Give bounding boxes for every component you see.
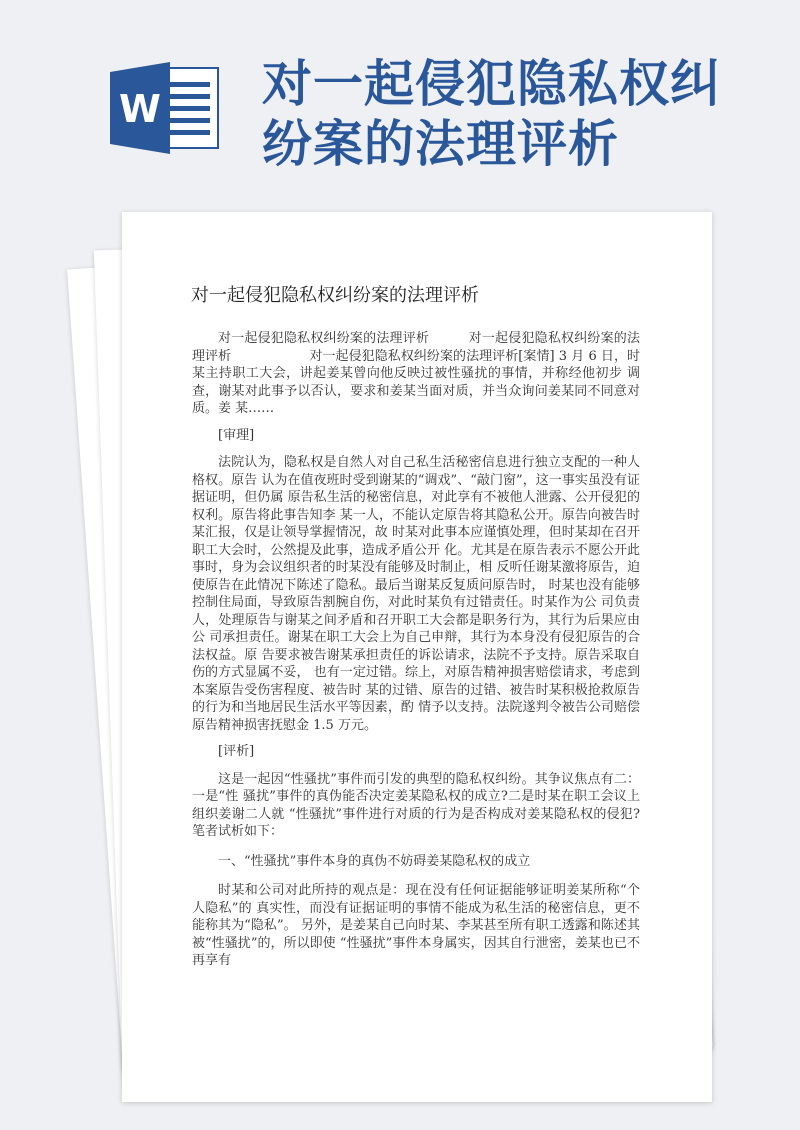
analysis-subheading-1: 一、“性骚扰”事件本身的真伪不妨碍姜某隐私权的成立 — [218, 853, 531, 869]
trial-paragraph: 法院认为，隐私权是自然人对自己私生活秘密信息进行独立支配的一种人格权。原告 认为在值夜班时受到谢某的“调戏”、“敲门窗”，这一事实虽没有证据证明，但仍属 原告私生活的秘密信息，对此享有不被他人泄露、公开侵犯的权利。原告将此事告知李 某一人，不能认定原告将其隐私公开。原告向被告时某汇报，仅是让领导掌握情况，故 时某对此事本应谨慎处理，但时某却在召开职工大会时，公然提及此事，造成矛盾公开 化。尤其是在原告表示不愿公开此事时，身为会议组织者的时某没有能够及时制止，相 反听任谢某激将原告，迫使原告在此情况下陈述了隐私。最后当谢某反复质问原告时， 时某也没有能够控制住局面，导致原告割腕自伤，对此时某负有过错责任。时某作为公 司负责人，处理原告与谢某之间矛盾和召开职工大会都是职务行为，其行为后果应由公 司承担责任。谢某在职工大会上为自己申辩，其行为本身没有侵犯原告的合法权益。原 告要求被告谢某承担责任的诉讼请求，法院不予支持。原告采取自伤的方式显属不妥， 也有一定过错。综上，对原告精神损害赔偿请求，考虑到本案原告受伤害程度、被告时 某的过错、原告的过错、被告时某积极抢救原告的行为和当地居民生活水平等因素，酌 情予以支持。法院遂判令被告公司赔偿原告精神损害抚慰金 1.5 万元。 — [192, 455, 640, 733]
page-title: 对一起侵犯隐私权纠纷案的法理评析 — [262, 55, 721, 173]
section-heading-analysis: [评析] — [218, 744, 255, 759]
section-heading-trial: [审理] — [218, 427, 255, 443]
word-document-icon — [110, 62, 230, 154]
document-title: 对一起侵犯隐私权纠纷案的法理评析 — [191, 285, 479, 306]
document-page — [122, 212, 712, 1102]
analysis-paragraph: 这是一起因“性骚扰”事件而引发的典型的隐私权纠纷。其争议焦点有二：一是“性 骚扰”事件的真伪能否决定姜某隐私权的成立?二是时某在职工会议上组织姜谢二人就 “性骚扰”事件进行对质的行为是否构成对姜某隐私权的侵犯?笔者试析如下： — [192, 771, 640, 839]
case-summary-paragraph: 对一起侵犯隐私权纠纷案的法理评析 对一起侵犯隐私权纠纷案的法理评析 对一起侵犯隐私权纠纷案的法理评析[案情] 3 月 6 日，时某主持职工大会，讲起姜某曾向他反映过被性骚扰的事情，并称经他初步 调查，谢某对此事予以否认，要求和姜某当面对质，并当众询问姜某同不同意对质。姜 某…… — [192, 331, 640, 416]
word-icon-letter: W — [119, 87, 161, 131]
page-header — [0, 0, 800, 200]
analysis-point-1-paragraph: 时某和公司对此所持的观点是：现在没有任何证据能够证明姜某所称“个人隐私”的 真实性，而没有证据证明的事情不能成为私生活的秘密信息，更不能称其为“隐私”。 另外，是姜某自己向时某、李某甚至所有职工透露和陈述其被“性骚扰”的，所以即使 “性骚扰”事件本身属实，因其自行泄密，姜某也已不再享有 — [192, 883, 640, 968]
document-body — [192, 330, 640, 970]
